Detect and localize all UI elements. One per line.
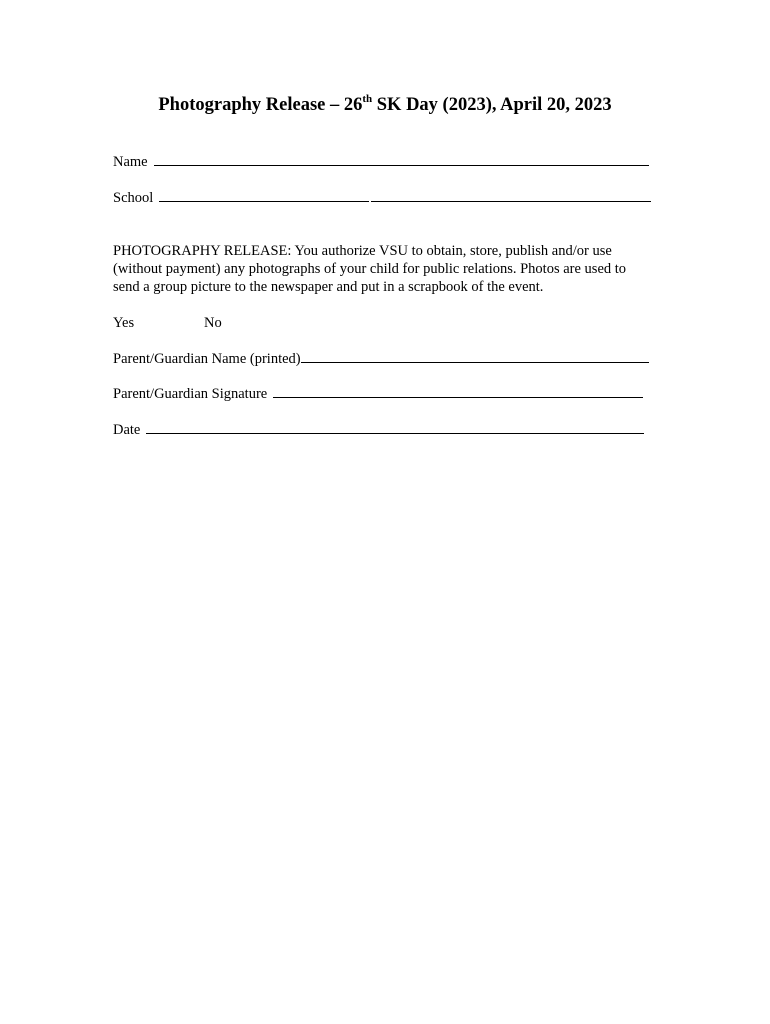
title-prefix: Photography Release – 26 — [158, 95, 363, 115]
school-input-line-2[interactable] — [371, 189, 651, 202]
page-title — [0, 92, 770, 118]
date-label: Date — [113, 422, 141, 438]
parent-signature-label: Parent/Guardian Signature — [113, 386, 268, 402]
name-label: Name — [113, 154, 148, 170]
parent-name-label: Parent/Guardian Name (printed) — [113, 351, 301, 367]
release-line-1: PHOTOGRAPHY RELEASE: You authorize VSU to obtain, store, publish and/or use — [113, 243, 612, 259]
photography-release-paragraph — [113, 242, 663, 296]
school-input-line-1[interactable] — [159, 189, 369, 202]
title-superscript: th — [362, 93, 373, 105]
school-field — [113, 189, 651, 207]
option-yes[interactable]: Yes — [113, 315, 135, 331]
name-field — [113, 153, 649, 171]
date-input-line[interactable] — [146, 421, 644, 434]
release-line-3: send a group picture to the newspaper and put in a scrapbook of the event. — [113, 279, 544, 295]
consent-options — [113, 314, 222, 332]
school-input-lines — [159, 189, 651, 202]
option-no[interactable]: No — [204, 315, 222, 331]
parent-name-input-line[interactable] — [301, 350, 649, 363]
release-line-2: (without payment) any photographs of your child for public relations. Photos are used to — [113, 261, 627, 277]
parent-signature-field — [113, 385, 643, 403]
parent-signature-input-line[interactable] — [273, 385, 643, 398]
title-suffix: SK Day (2023), April 20, 2023 — [372, 95, 612, 115]
parent-name-field — [113, 350, 649, 368]
school-label: School — [113, 190, 154, 206]
date-field — [113, 421, 644, 439]
name-input-line[interactable] — [154, 153, 649, 166]
